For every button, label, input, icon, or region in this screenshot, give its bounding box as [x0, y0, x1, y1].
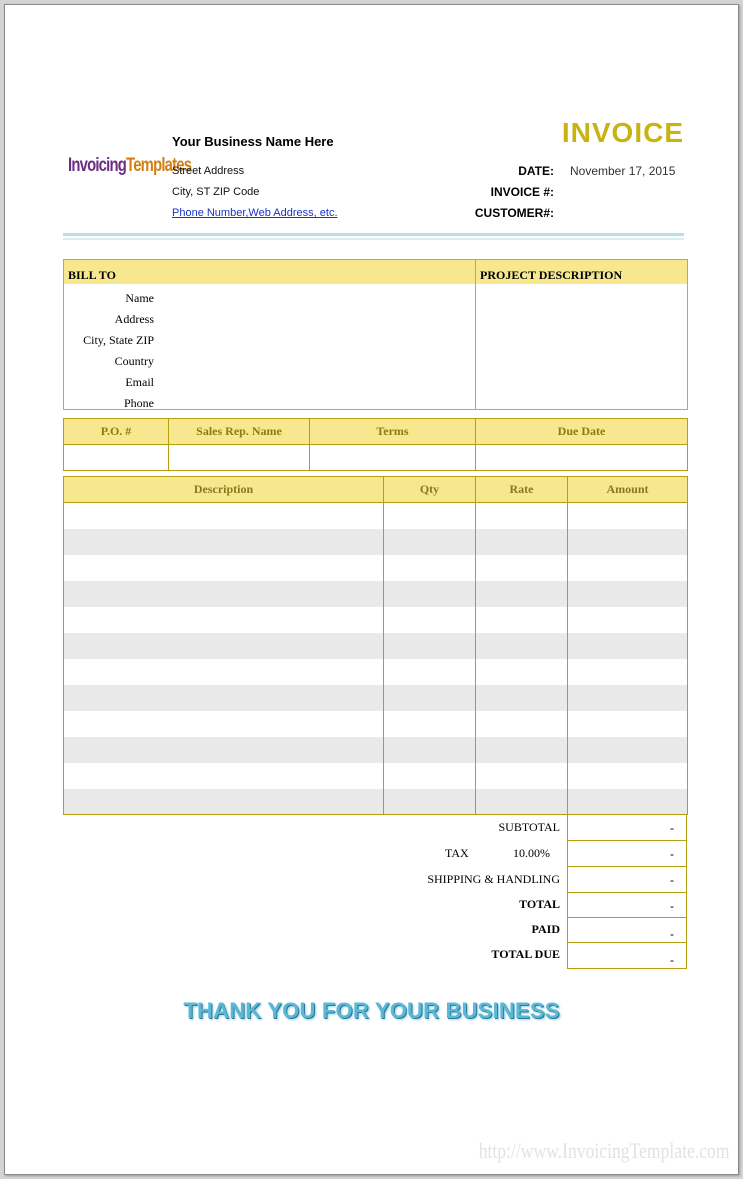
- date-label: DATE:: [518, 164, 554, 178]
- total-value: -: [567, 892, 687, 918]
- description-header: Description: [64, 477, 383, 502]
- terms-header: Terms: [310, 419, 475, 444]
- amount-header: Amount: [568, 477, 687, 502]
- line-item-row[interactable]: [64, 789, 687, 814]
- order-info-table: [63, 418, 688, 471]
- bill-to-section: [63, 259, 688, 410]
- logo-text-part2: Templates: [126, 155, 192, 176]
- line-item-row[interactable]: [64, 555, 687, 581]
- header-divider: [63, 233, 684, 236]
- total-due-value: -: [567, 942, 687, 969]
- total-label: TOTAL: [519, 897, 560, 911]
- bill-to-header-bg: [64, 260, 475, 284]
- po-number-header: P.O. #: [64, 419, 168, 444]
- date-value[interactable]: November 17, 2015: [570, 164, 676, 178]
- line-items-table: [63, 476, 688, 815]
- line-item-row[interactable]: [64, 529, 687, 555]
- due-date-field[interactable]: [476, 445, 687, 470]
- bill-to-divider: [475, 260, 476, 409]
- business-city: City, ST ZIP Code: [172, 186, 260, 198]
- line-item-row[interactable]: [64, 659, 687, 685]
- qty-header: Qty: [384, 477, 475, 502]
- bill-to-phone-label: Phone: [124, 396, 154, 410]
- tax-rate[interactable]: 10.00%: [513, 846, 550, 860]
- invoice-title: INVOICE: [561, 117, 684, 148]
- line-item-row[interactable]: [64, 763, 687, 789]
- shipping-label: SHIPPING & HANDLING: [427, 872, 560, 886]
- bill-to-address-label: Address: [114, 312, 154, 326]
- items-col-divider: [475, 477, 476, 814]
- logo-text-part1: Invoicing: [68, 155, 127, 176]
- business-name: Your Business Name Here: [172, 134, 334, 149]
- line-item-row[interactable]: [64, 581, 687, 607]
- header-divider-shadow: [63, 238, 684, 240]
- line-item-row[interactable]: [64, 685, 687, 711]
- bill-to-heading: BILL TO: [68, 268, 116, 282]
- shipping-value[interactable]: -: [567, 866, 687, 893]
- customer-number-label: CUSTOMER#:: [474, 206, 554, 220]
- line-item-row[interactable]: [64, 633, 687, 659]
- bill-to-country-label: Country: [114, 354, 154, 368]
- project-description-heading: PROJECT DESCRIPTION: [480, 268, 623, 282]
- line-item-row[interactable]: [64, 607, 687, 633]
- items-col-divider: [567, 477, 568, 814]
- bill-to-name-label: Name: [125, 291, 154, 305]
- total-due-label: TOTAL DUE: [491, 947, 560, 961]
- business-contact-link[interactable]: Phone Number,Web Address, etc.: [172, 207, 338, 219]
- business-street: Street Address: [172, 165, 245, 177]
- invoice-number-label: INVOICE #:: [490, 185, 554, 199]
- invoice-page: [4, 4, 739, 1175]
- paid-value[interactable]: -: [567, 917, 687, 943]
- watermark-url: http://www.InvoicingTemplate.com: [479, 1138, 730, 1163]
- po-number-field[interactable]: [64, 445, 168, 470]
- paid-label: PAID: [531, 922, 560, 936]
- line-item-row[interactable]: [64, 737, 687, 763]
- tax-value: -: [567, 840, 687, 867]
- thank-you-message: THANK YOU FOR YOUR BUSINESS: [183, 998, 560, 1023]
- subtotal-value: -: [567, 815, 687, 841]
- line-item-row[interactable]: [64, 711, 687, 737]
- due-date-header: Due Date: [476, 419, 687, 444]
- line-item-row[interactable]: [64, 503, 687, 529]
- sales-rep-field[interactable]: [169, 445, 309, 470]
- subtotal-label: SUBTOTAL: [498, 820, 560, 834]
- tax-label: TAX: [445, 846, 469, 860]
- sales-rep-header: Sales Rep. Name: [169, 419, 309, 444]
- items-col-divider: [383, 477, 384, 814]
- rate-header: Rate: [476, 477, 567, 502]
- bill-to-email-label: Email: [125, 375, 154, 389]
- terms-field[interactable]: [310, 445, 475, 470]
- bill-to-city-label: City, State ZIP: [83, 333, 154, 347]
